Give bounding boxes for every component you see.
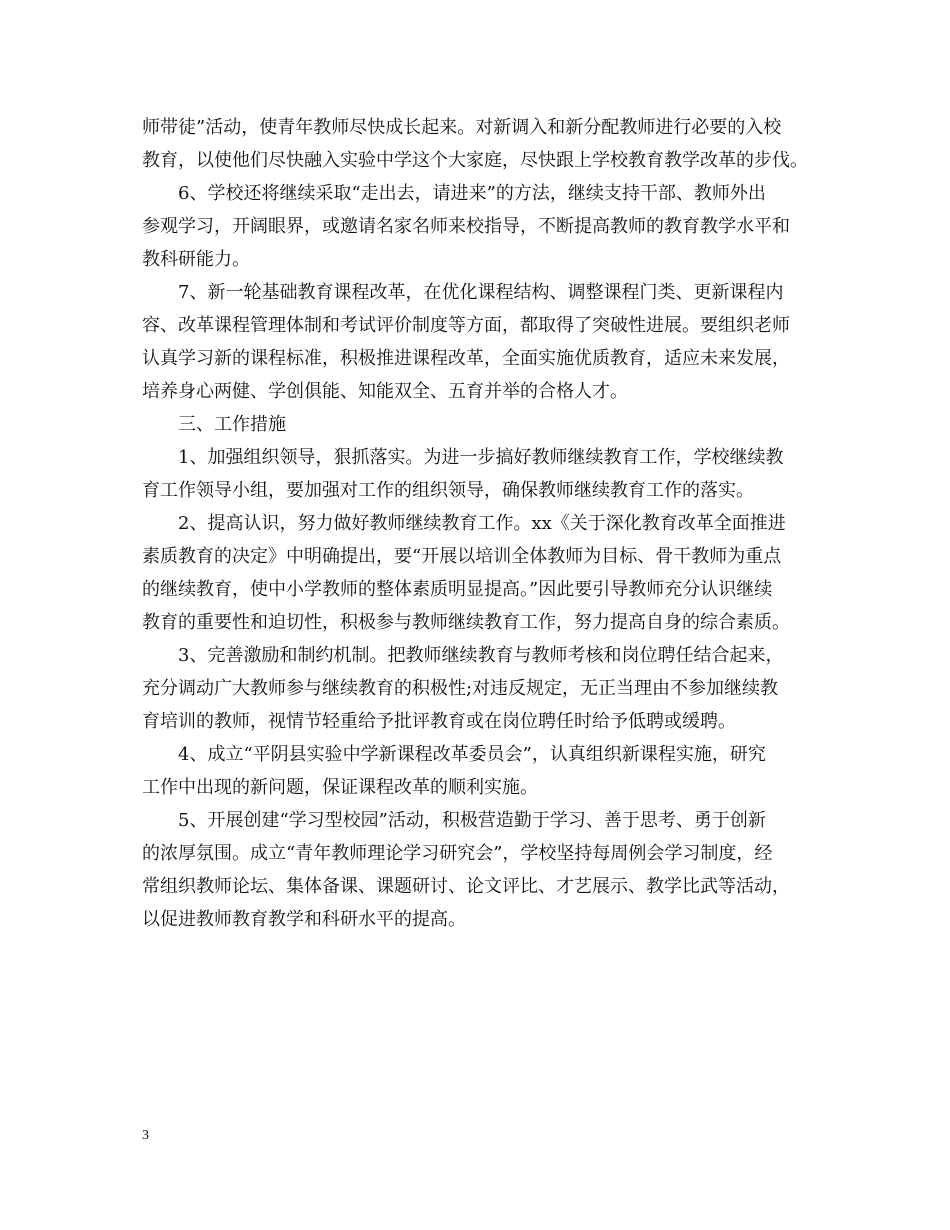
document-body	[142, 111, 812, 936]
text-line: 常组织教师论坛、集体备课、课题研讨、论文评比、才艺展示、教学比武等活动，	[142, 876, 790, 897]
text-line: 1、加强组织领导，狠抓落实。为进一步搞好教师继续教育工作，学校继续教	[178, 447, 784, 468]
text-line: 5、开展创建“学习型校园”活动，积极营造勤于学习、善于思考、勇于创新	[178, 810, 766, 831]
text-line: 素质教育的决定》中明确提出，要“开展以培训全体教师为目标、骨干教师为重点	[142, 546, 782, 567]
text-line: 容、改革课程管理体制和考试评价制度等方面，都取得了突破性进展。要组织老师	[142, 315, 790, 336]
text-line: 育培训的教师，视情节轻重给予批评教育或在岗位聘任时给予低聘或缓聘。	[142, 711, 736, 732]
text-line: 参观学习，开阔眼界，或邀请名家名师来校指导，不断提高教师的教育教学水平和	[142, 216, 790, 237]
text-line: 育工作领导小组，要加强对工作的组织领导，确保教师继续教育工作的落实。	[142, 480, 754, 501]
text-line: 的继续教育，使中小学教师的整体素质明显提高。”因此要引导教师充分认识继续	[142, 579, 773, 600]
text-line: 6、学校还将继续采取“走出去，请进来”的方法，继续支持干部、教师外出	[178, 183, 766, 204]
text-line: 2、提高认识，努力做好教师继续教育工作。xx《关于深化教育改革全面推进	[178, 513, 786, 534]
text-line: 教科研能力。	[142, 249, 250, 270]
text-line: 7、新一轮基础教育课程改革，在优化课程结构、调整课程门类、更新课程内	[178, 282, 784, 303]
text-line: 4、成立“平阴县实验中学新课程改革委员会”，认真组织新课程实施，研究	[178, 744, 766, 765]
text-line: 师带徒”活动，使青年教师尽快成长起来。对新调入和新分配教师进行必要的入校	[142, 117, 782, 138]
text-line: 充分调动广大教师参与继续教育的积极性;对违反规定，无正当理由不参加继续教	[142, 678, 779, 699]
text-line: 三、工作措施	[178, 414, 286, 435]
text-line: 3、完善激励和制约机制。把教师继续教育与教师考核和岗位聘任结合起来，	[178, 645, 784, 666]
text-line: 认真学习新的课程标准，积极推进课程改革，全面实施优质教育，适应未来发展，	[142, 348, 790, 369]
text-line: 工作中出现的新问题，保证课程改革的顺利实施。	[142, 777, 538, 798]
text-line: 教育的重要性和迫切性，积极参与教师继续教育工作，努力提高自身的综合素质。	[142, 612, 790, 633]
text-line: 以促进教师教育教学和科研水平的提高。	[142, 909, 466, 930]
page-number: 3	[142, 1128, 149, 1143]
text-line: 的浓厚氛围。成立“青年教师理论学习研究会”，学校坚持每周例会学习制度，经	[142, 843, 773, 864]
text-line: 教育，以使他们尽快融入实验中学这个大家庭，尽快跟上学校教育教学改革的步伐。	[142, 150, 808, 171]
text-line: 培养身心两健、学创俱能、知能双全、五育并举的合格人才。	[142, 381, 628, 402]
